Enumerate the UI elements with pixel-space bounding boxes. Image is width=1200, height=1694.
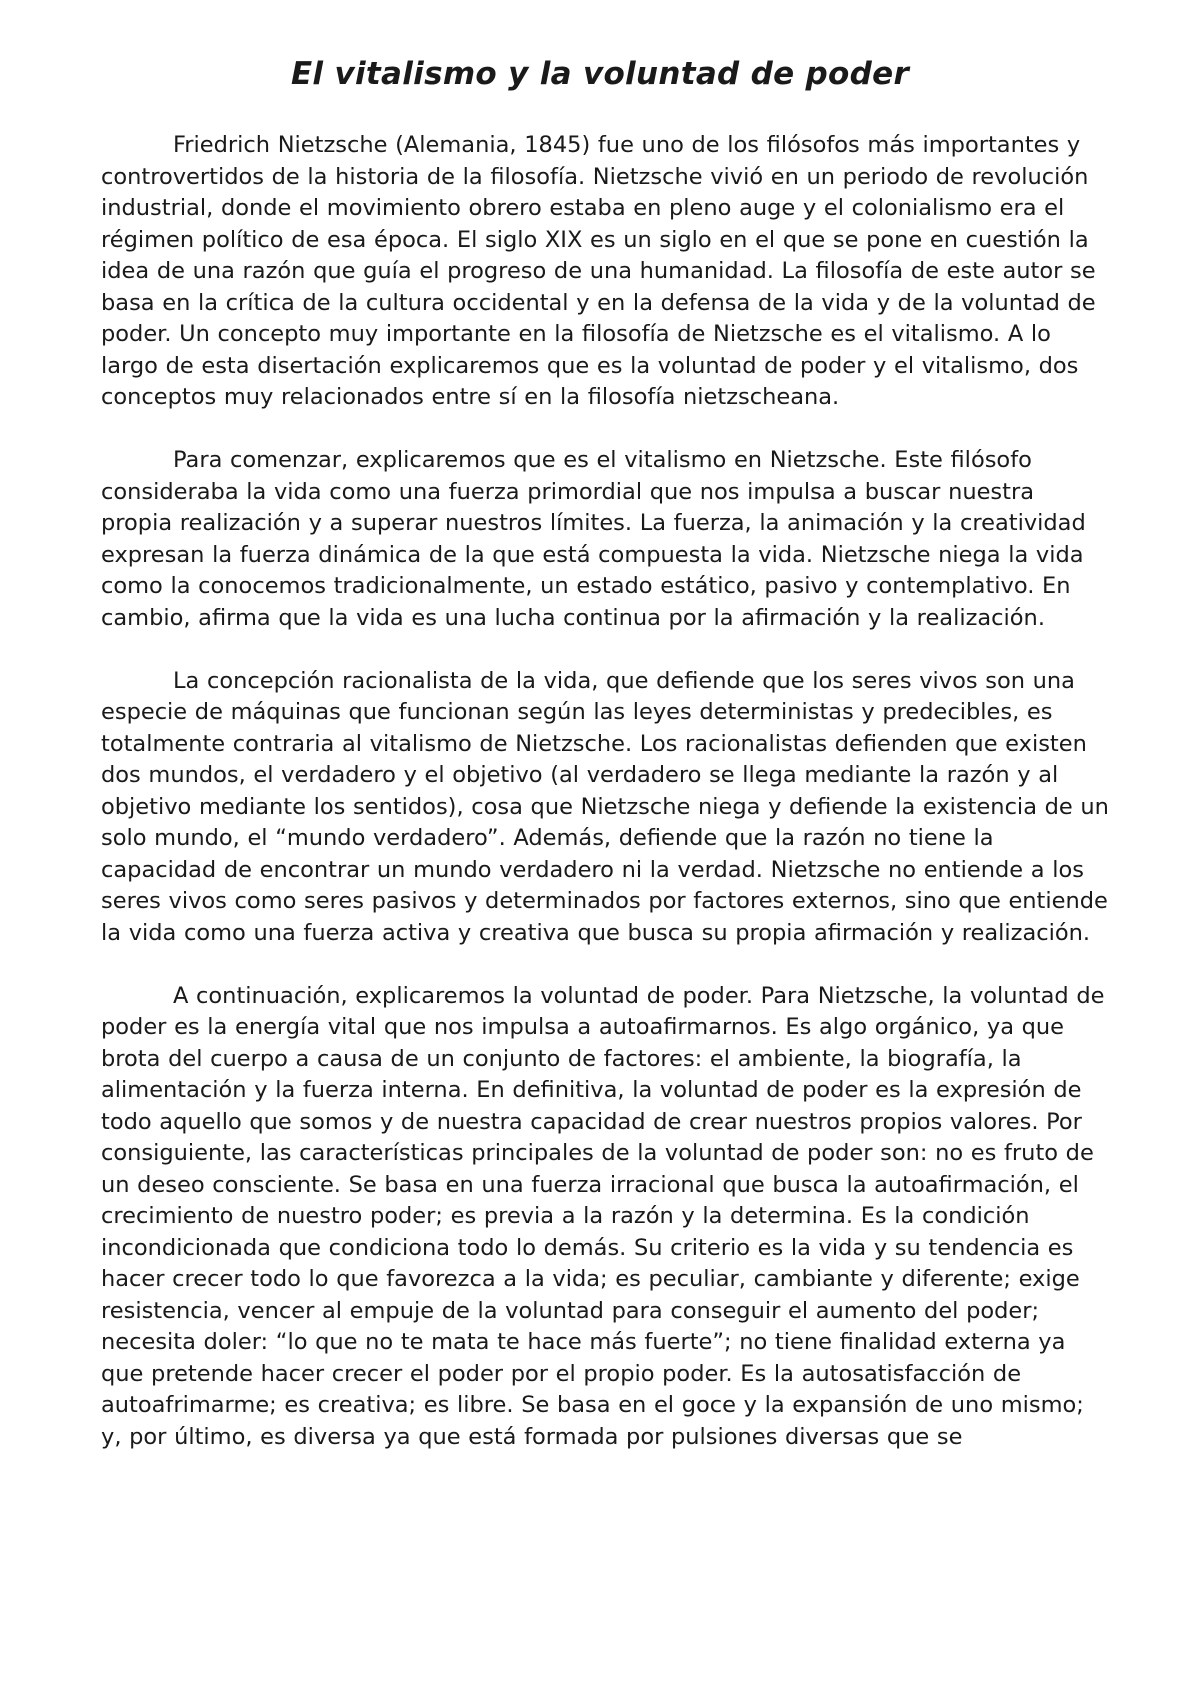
- paragraph-voluntad-de-poder: A continuación, explicaremos la voluntad de poder. Para Nietzsche, la voluntad de poder es la energía vital que nos impulsa a autoafirmarnos. Es algo orgánico, ya que brota del cuerpo a causa de un conjunto de factores: el ambiente, la biografía, la alimentación y la fuerza interna. En definitiva, la voluntad de poder es la expresión de todo aquello que somos y de nuestra capacidad de crear nuestros propios valores. Por consiguiente, las características principales de la voluntad de poder son: no es fruto de un deseo consciente. Se basa en una fuerza irracional que busca la autoafirmación, el crecimiento de nuestro poder; es previa a la razón y la determina. Es la condición incondicionada que condiciona todo lo demás. Su criterio es la vida y su tendencia es hacer crecer todo lo que favorezca a la vida; es peculiar, cambiante y diferente; exige resistencia, vencer al empuje de la voluntad para conseguir el aumento del poder; necesita doler: “lo que no te mata te hace más fuerte”; no tiene finalidad externa ya que pretende hacer crecer el poder por el propio poder. Es la autosatisfacción de autoafrimarme; es creativa; es libre. Se basa en el goce y la expansión de uno mismo; y, por último, es diversa ya que está formada por pulsiones diversas que se: [101, 982, 1105, 1450]
- document-body: [101, 130, 1111, 1485]
- paragraph-vitalismo: Para comenzar, explicaremos que es el vitalismo en Nietzsche. Este filósofo consideraba la vida como una fuerza primordial que nos impulsa a buscar nuestra propia realización y a superar nuestros límites. La fuerza, la animación y la creatividad expresan la fuerza dinámica de la que está compuesta la vida. Nietzsche niega la vida como la conocemos tradicionalmente, un estado estático, pasivo y contemplativo. En cambio, afirma que la vida es una lucha continua por la afirmación y la realización.: [101, 447, 1086, 631]
- paragraph-racionalismo: La concepción racionalista de la vida, que defiende que los seres vivos son una especie de máquinas que funcionan según las leyes deterministas y predecibles, es totalmente contraria al vitalismo de Nietzsche. Los racionalistas defienden que existen dos mundos, el verdadero y el objetivo (al verdadero se llega mediante la razón y al objetivo mediante los sentidos), cosa que Nietzsche niega y defiende la existencia de un solo mundo, el “mundo verdadero”. Además, defiende que la razón no tiene la capacidad de encontrar un mundo verdadero ni la verdad. Nietzsche no entiende a los seres vivos como seres pasivos y determinados por factores externos, sino que entiende la vida como una fuerza activa y creativa que busca su propia afirmación y realización.: [101, 667, 1109, 946]
- document-title: El vitalismo y la voluntad de poder: [290, 56, 910, 92]
- paragraph-intro: Friedrich Nietzsche (Alemania, 1845) fue uno de los filósofos más importantes y controvertidos de la historia de la filosofía. Nietzsche vivió en un periodo de revolución industrial, donde el movimiento obrero estaba en pleno auge y el colonialismo era el régimen político de esa época. El siglo XIX es un siglo en el que se pone en cuestión la idea de una razón que guía el progreso de una humanidad. La filosofía de este autor se basa en la crítica de la cultura occidental y en la defensa de la vida y de la voluntad de poder. Un concepto muy importante en la filosofía de Nietzsche es el vitalismo. A lo largo de esta disertación explicaremos que es la voluntad de poder y el vitalismo, dos conceptos muy relacionados entre sí en la filosofía nietzscheana.: [101, 132, 1096, 410]
